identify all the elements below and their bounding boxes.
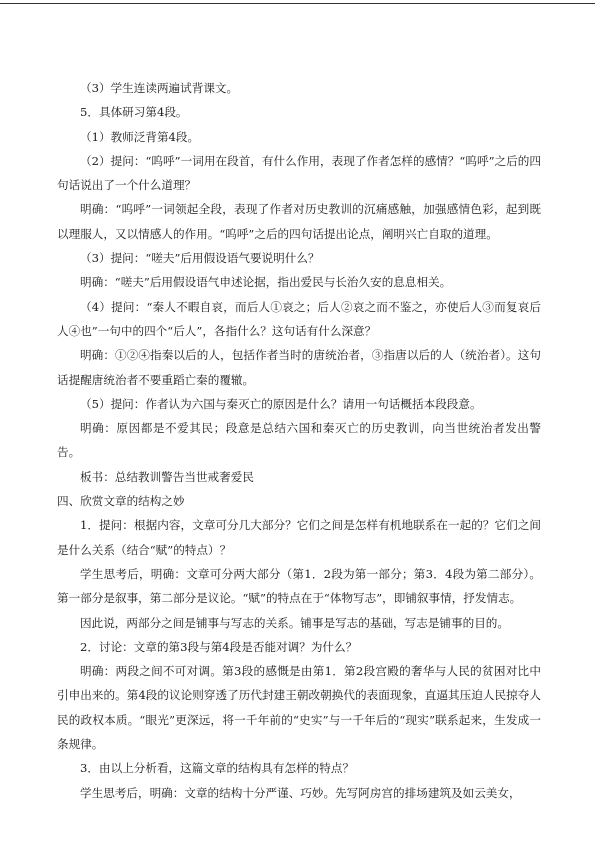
paragraph: 明确：原因都是不爱其民；段意是总结六国和秦灭亡的历史教训，向当世统治者发出警告。 [57,421,541,460]
document-body [57,76,541,805]
paragraph: 明确：①②④指秦以后的人，包括作者当时的唐统治者，③指唐以后的人（统治者）。这句话提醒唐统治者不要重蹈亡秦的覆辙。 [57,348,541,387]
paragraph: 学生思考后，明确：文章的结构十分严谨、巧妙。先写阿房宫的排场建筑及如云美女， [80,785,521,800]
paragraph: 1．提问：根据内容，文章可分几大部分？它们之间是怎样有机地联系在一起的？它们之间是什么关系（结合“赋”的特点）？ [57,518,541,557]
paragraph: 学生思考后，明确：文章可分两大部分（第1．2段为第一部分；第3．4段为第二部分）。第一部分是叙事，第二部分是议论。“赋”的特点在于“体物写志”，即铺叙事情，抒发情志。 [57,566,541,606]
paragraph: 明确：“嗟夫”后用假设语气申述论据，指出爱民与长治久安的息息相关。 [80,275,452,290]
paragraph: （1）教师泛背第4段。 [80,129,200,144]
paragraph: 明确：“呜呼”一词领起全段，表现了作者对历史教训的沉痛感触，加强感情色彩，起到既以理服人，又以情感人的作用。“呜呼”之后的四句话提出论点，阐明兴亡自取的道理。 [57,202,541,241]
paragraph: （4）提问：“秦人不暇自哀，而后人①哀之；后人②哀之而不鉴之，亦使后人③而复哀后人④也”一句中的四个“后人”，各指什么？这句话有什么深意？ [57,299,541,338]
paragraph: 5．具体研习第4段。 [80,105,188,120]
paragraph: （2）提问：“呜呼”一词用在段首，有什么作用，表现了作者怎样的感情？“呜呼”之后的四句话说出了一个什么道理？ [57,153,541,193]
paragraph: 3．由以上分析看，这篇文章的结构具有怎样的特点？ [80,761,355,776]
paragraph: （5）提问：作者认为六国与秦灭亡的原因是什么？请用一句话概括本段段意。 [80,396,482,411]
paragraph: 因此说，两部分之间是铺事与写志的关系。铺事是写志的基础，写志是铺事的目的。 [80,615,509,630]
paragraph: （3）提问：“嗟夫”后用假设语气要说明什么？ [80,251,320,266]
paragraph: 2．讨论：文章的第3段与第4段是否能对调？为什么？ [80,639,358,654]
board-note: 板书：总结教训警告当世戒奢爱民 [80,469,254,484]
paragraph: （3）学生连读两遍试背课文。 [80,81,239,95]
header-rule [0,3,595,4]
paragraph: 明确：两段之间不可对调。第3段的感慨是由第1．第2段宫殿的奢华与人民的贫困对比中引申出来的。第4段的议论则穿透了历代封建王朝改朝换代的表面现象，直逼其压迫人民掠夺人民的政权本质。“眼光”更深远，将一千年前的“史实”与一千年后的“现实”联系起来，生发成一条规律。 [57,664,541,752]
section-heading: 四、欣赏文章的结构之妙 [57,494,185,509]
